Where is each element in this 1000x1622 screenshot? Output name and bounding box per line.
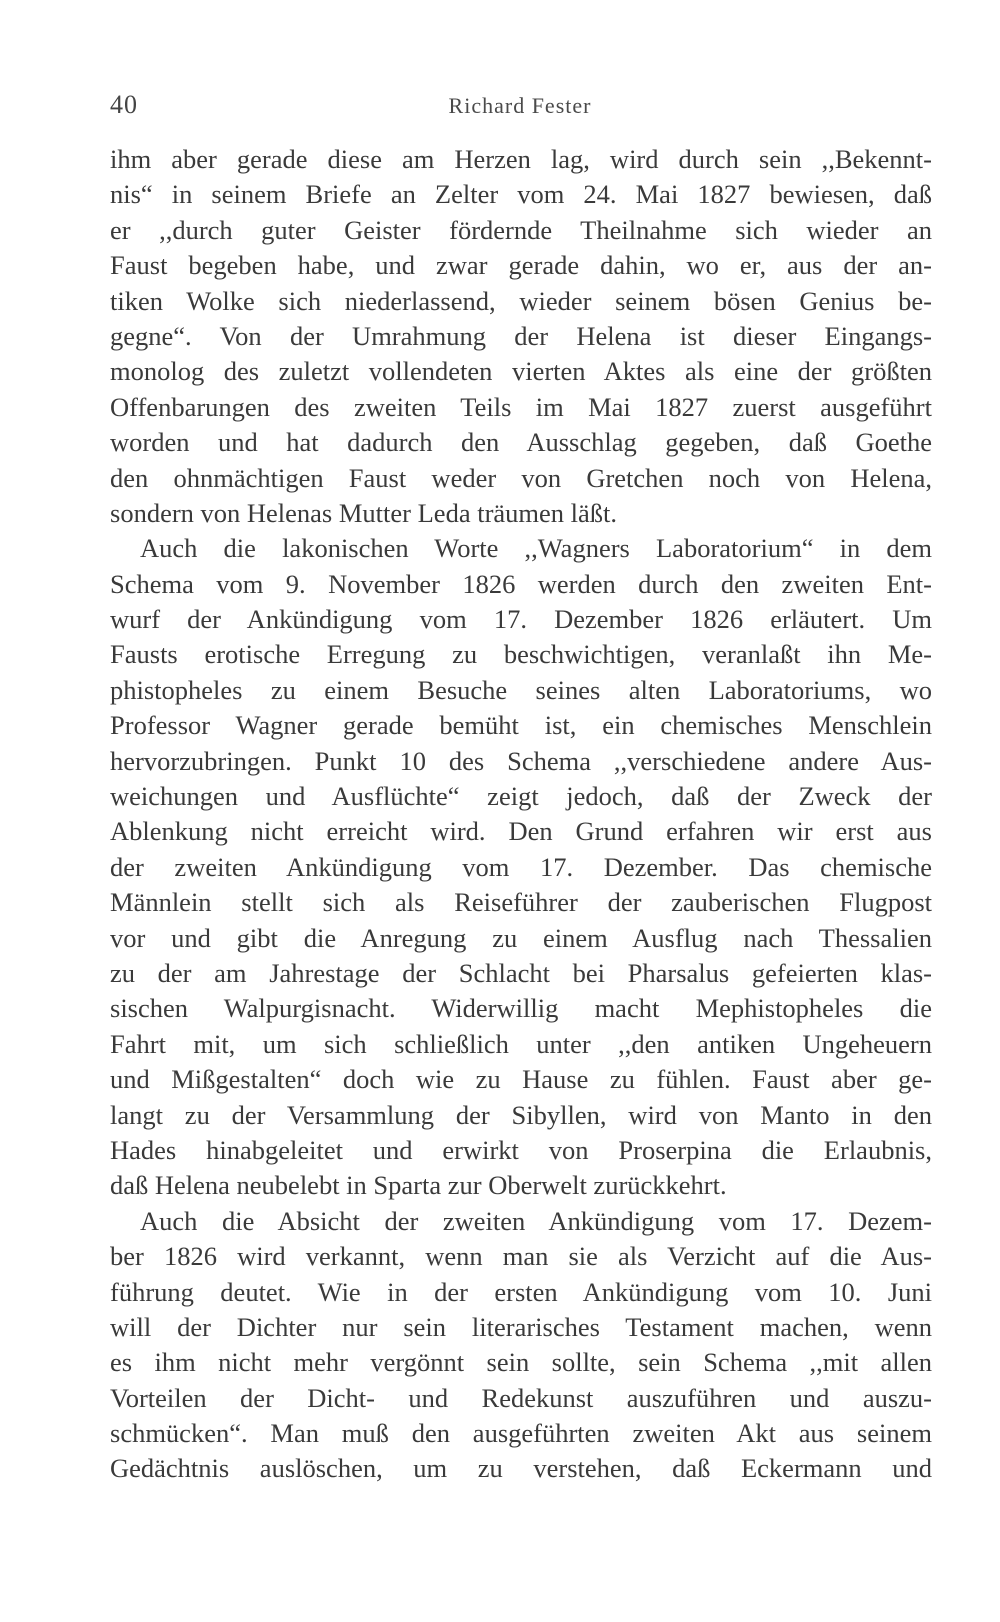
- text-line: führung deutet. Wie in der ersten Ankündigung vom 10. Juni: [110, 1276, 932, 1307]
- text-line: Fahrt mit, um sich schließlich unter ,,den antiken Ungeheuern: [110, 1028, 932, 1059]
- text-line: schmücken“. Man muß den ausgeführten zweiten Akt aus seinem: [110, 1418, 932, 1449]
- text-line: nis“ in seinem Briefe an Zelter vom 24. Mai 1827 bewiesen, daß: [110, 179, 932, 210]
- text-line: Hades hinabgeleitet und erwirkt von Proserpina die Erlaubnis,: [110, 1134, 932, 1165]
- text-line: ber 1826 wird verkannt, wenn man sie als Verzicht auf die Aus-: [110, 1241, 932, 1272]
- text-line: es ihm nicht mehr vergönnt sein sollte, sein Schema ,,mit allen: [110, 1347, 932, 1378]
- text-line: Auch die Absicht der zweiten Ankündigung vom 17. Dezem-: [140, 1205, 932, 1236]
- text-line: hervorzubringen. Punkt 10 des Schema ,,verschiedene andere Aus-: [110, 745, 932, 776]
- text-line: tiken Wolke sich niederlassend, wieder seinem bösen Genius be-: [110, 285, 932, 316]
- text-line: langt zu der Versammlung der Sibyllen, wird von Manto in den: [110, 1099, 932, 1130]
- running-head-author: Richard Fester: [448, 93, 592, 118]
- text-line: den ohnmächtigen Faust weder von Gretchen noch von Helena,: [110, 462, 932, 493]
- text-line: monolog des zuletzt vollendeten vierten Aktes als eine der größten: [110, 356, 932, 387]
- text-line: daß Helena neubelebt in Sparta zur Oberwelt zurückkehrt.: [110, 1170, 727, 1201]
- text-line: Schema vom 9. November 1826 werden durch den zweiten Ent-: [110, 568, 932, 599]
- text-line: er ,,durch guter Geister fördernde Theilnahme sich wieder an: [110, 214, 932, 245]
- text-line: Auch die lakonischen Worte ,,Wagners Laboratorium“ in dem: [140, 533, 932, 564]
- text-line: vor und gibt die Anregung zu einem Ausflug nach Thessalien: [110, 922, 932, 953]
- text-line: phistopheles zu einem Besuche seines alten Laboratoriums, wo: [110, 674, 932, 705]
- text-line: zu der am Jahrestage der Schlacht bei Pharsalus gefeierten klas-: [110, 957, 932, 988]
- text-line: sondern von Helenas Mutter Leda träumen läßt.: [110, 497, 618, 528]
- text-line: weichungen und Ausflüchte“ zeigt jedoch, daß der Zweck der: [110, 781, 932, 812]
- running-head: [110, 90, 930, 130]
- text-line: Vorteilen der Dicht- und Redekunst auszuführen und auszu-: [110, 1382, 932, 1413]
- text-line: Faust begeben habe, und zwar gerade dahin, wo er, aus der an-: [110, 250, 932, 281]
- text-line: Gedächtnis auslöschen, um zu verstehen, daß Eckermann und: [110, 1453, 932, 1484]
- body-text: [110, 142, 932, 1487]
- text-line: worden und hat dadurch den Ausschlag gegeben, daß Goethe: [110, 427, 932, 458]
- text-line: ihm aber gerade diese am Herzen lag, wird durch sein ,,Bekennt-: [110, 144, 932, 174]
- text-line: Männlein stellt sich als Reiseführer der zauberischen Flugpost: [110, 887, 932, 918]
- page-number: 40: [110, 90, 138, 119]
- text-line: will der Dichter nur sein literarisches Testament machen, wenn: [110, 1311, 932, 1342]
- text-line: der zweiten Ankündigung vom 17. Dezember. Das chemische: [110, 851, 932, 882]
- text-line: Professor Wagner gerade bemüht ist, ein chemisches Menschlein: [110, 710, 932, 741]
- text-line: sischen Walpurgisnacht. Widerwillig macht Mephistopheles die: [110, 993, 932, 1024]
- text-line: gegne“. Von der Umrahmung der Helena ist dieser Eingangs-: [110, 320, 932, 351]
- text-line: und Mißgestalten“ doch wie zu Hause zu fühlen. Faust aber ge-: [110, 1064, 932, 1095]
- text-line: wurf der Ankündigung vom 17. Dezember 1826 erläutert. Um: [110, 604, 932, 635]
- text-line: Ablenkung nicht erreicht wird. Den Grund erfahren wir erst aus: [110, 816, 932, 847]
- text-line: Fausts erotische Erregung zu beschwichtigen, veranlaßt ihn Me-: [110, 639, 932, 670]
- text-line: Offenbarungen des zweiten Teils im Mai 1827 zuerst ausgeführt: [110, 391, 932, 422]
